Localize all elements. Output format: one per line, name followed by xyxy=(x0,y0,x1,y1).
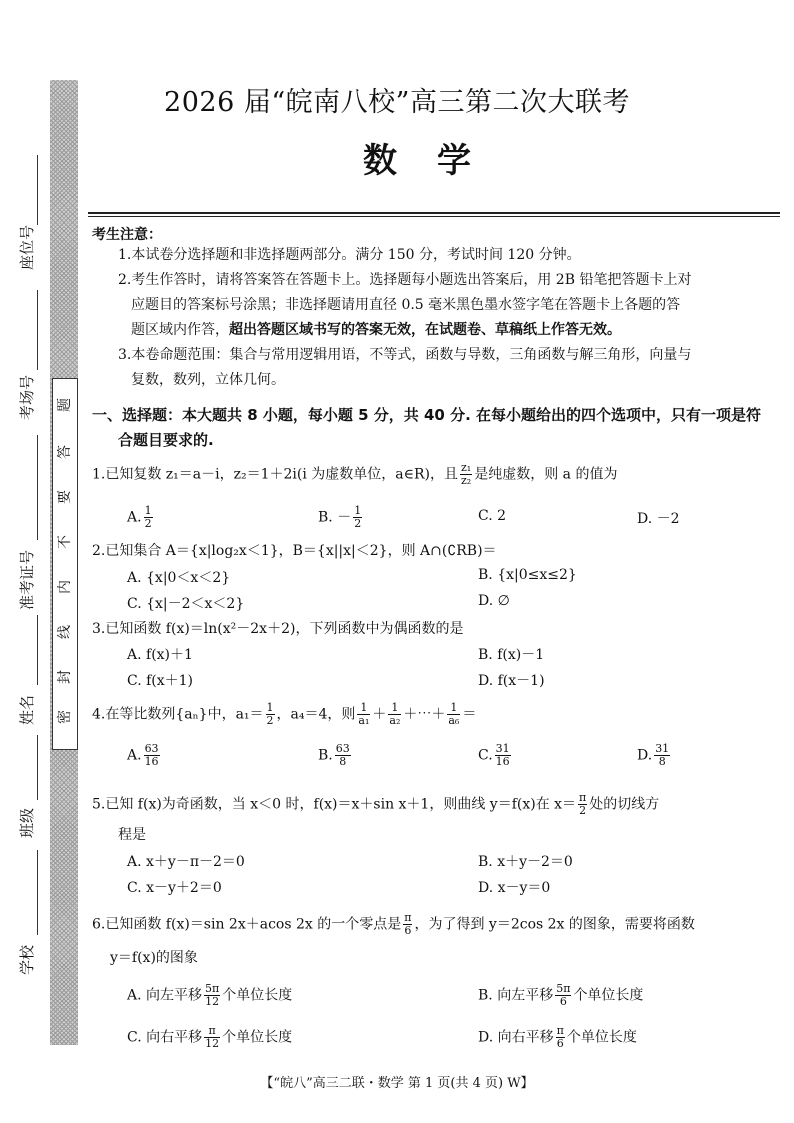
fraction xyxy=(403,912,412,937)
frac-den: 6 xyxy=(556,1037,564,1050)
section-heading-cont: 合题目要求的. xyxy=(118,431,214,449)
q5-option-b: B. x＋y－2＝0 xyxy=(478,854,573,870)
frac-den: a₆ xyxy=(448,714,460,727)
option-text: 个单位长度 xyxy=(573,987,644,1004)
option-label: B. 向左平移 xyxy=(478,987,554,1004)
question-1 xyxy=(92,462,782,487)
q1-option-b xyxy=(318,505,364,530)
frac-num: π xyxy=(404,911,412,924)
frac-den: 6 xyxy=(559,995,567,1008)
q2-option-b: B. {x|0≤x≤2} xyxy=(478,567,577,583)
q4-stem: ＋⋯＋ xyxy=(403,706,446,723)
q6-stem: ，为了得到 y＝2cos 2x 的图象，需要将函数 xyxy=(414,916,695,933)
q5-option-d: D. x－y＝0 xyxy=(478,880,551,896)
seal-line-box xyxy=(52,378,78,750)
frac-den: 12 xyxy=(205,1037,220,1050)
frac-den: 6 xyxy=(404,924,412,937)
frac-num: 31 xyxy=(495,742,510,755)
q2-option-d: D. ∅ xyxy=(478,593,510,609)
frac-den: 2 xyxy=(266,714,274,727)
frac-num: 1 xyxy=(266,701,274,714)
frac-den: 8 xyxy=(339,755,347,768)
option-label: A. xyxy=(127,747,142,764)
fraction xyxy=(353,505,362,530)
divider xyxy=(88,216,780,217)
q6-option-a xyxy=(127,983,292,1008)
frac-num: 5π xyxy=(556,982,571,995)
frac-num: 5π xyxy=(205,982,220,995)
q4-stem: 4.在等比数列{aₙ}中，a₁＝ xyxy=(92,706,264,723)
notice-item: 复数，数列，立体几何。 xyxy=(131,372,285,388)
q4-stem: ＝ xyxy=(462,706,477,723)
frac-den: 12 xyxy=(205,995,220,1008)
frac-num: π xyxy=(204,1025,220,1038)
q1-option-a xyxy=(127,505,155,530)
seal-char: 封 xyxy=(57,670,73,684)
frac-den: 16 xyxy=(495,755,510,768)
frac-den: 16 xyxy=(144,755,159,768)
ticket-label: 准考证号 xyxy=(18,549,36,610)
frac-den: 8 xyxy=(658,755,666,768)
fraction xyxy=(144,743,160,768)
fraction xyxy=(495,743,511,768)
notice-title: 考生注意： xyxy=(92,227,162,243)
q5-option-c: C. x－y＋2＝0 xyxy=(127,880,222,896)
q5-stem: 5.已知 f(x)为奇函数，当 x＜0 时，f(x)＝x＋sin x＋1，则曲线 y＝f(x)在 x＝ xyxy=(92,796,577,813)
frac-num: 63 xyxy=(144,742,159,755)
q1-frac-den: z₂ xyxy=(461,474,472,487)
notice-item xyxy=(131,318,621,343)
question-4: 4.在等比数列{aₙ}中，a₁＝ $\frac{1}{2}$ ，a₄＝4，则 $\frac{1}{\text{a₁}}$ ＋ $\frac{1}{\text{a₂}}$ ＋⋯＋ $\frac{1}{\text{a₆}}$ ＝ xyxy=(92,701,477,727)
option-label: C. 向右平移 xyxy=(127,1029,203,1046)
fraction xyxy=(578,792,587,817)
seal-char: 不 xyxy=(57,535,73,549)
notice-emphasis: 超出答题区域书写的答案无效，在试题卷、草稿纸上作答无效。 xyxy=(229,322,621,338)
q6-option-d xyxy=(478,1025,637,1050)
q6-option-c xyxy=(127,1025,292,1050)
seal-char: 密 xyxy=(57,710,73,724)
frac-num: π xyxy=(579,791,587,804)
question-5 xyxy=(92,792,782,817)
option-label: A. 向左平移 xyxy=(127,987,203,1004)
frac-num: π xyxy=(556,1024,564,1037)
q6-stem: 6.已知函数 f(x)＝sin 2x＋acos 2x 的一个零点是 xyxy=(92,916,402,933)
q2-option-c: C. {x|－2＜x＜2} xyxy=(127,596,245,612)
q4-stem: ，a₄＝4，则 xyxy=(276,706,356,723)
class-label: 班级 xyxy=(18,807,36,838)
seal-char: 内 xyxy=(57,580,73,594)
frac-num: 63 xyxy=(335,742,350,755)
option-label: C. xyxy=(478,747,493,764)
notice-item: 应题目的答案标号涂黑；非选择题请用直径 0.5 毫米黑色墨水签字笔在答题卡上各题的答 xyxy=(131,297,681,313)
frac-num: 1 xyxy=(144,504,152,517)
exam-title: 2026 届“皖南八校”高三第二次大联考 xyxy=(164,87,630,118)
question-3: 3.已知函数 f(x)＝ln(x²－2x＋2)，下列函数中为偶函数的是 xyxy=(92,621,464,637)
class-line xyxy=(37,735,38,800)
notice-text: 题区域内作答， xyxy=(131,322,229,338)
fraction xyxy=(204,1025,220,1050)
school-line xyxy=(37,850,38,935)
q1-frac-num: z₁ xyxy=(461,461,472,474)
q1-stem: 1.已知复数 z₁＝a－i，z₂＝1＋2i(i 为虚数单位，a∈R)，且 xyxy=(92,466,459,483)
seal-char: 要 xyxy=(57,490,73,504)
divider xyxy=(88,212,780,214)
frac-den: 2 xyxy=(354,517,362,530)
option-label: D. 向右平移 xyxy=(478,1029,554,1046)
frac-num: 1 xyxy=(357,702,370,715)
q3-option-b: B. f(x)－1 xyxy=(478,647,545,663)
q2-option-a: A. {x|0＜x＜2} xyxy=(127,570,231,586)
question-6 xyxy=(92,912,782,937)
section-heading: 一、选择题：本大题共 8 小题，每小题 5 分，共 40 分. 在每小题给出的四个选项中，只有一项是符 xyxy=(92,406,762,424)
option-text: 个单位长度 xyxy=(566,1029,637,1046)
q4-option-c xyxy=(478,743,513,768)
frac-num: 31 xyxy=(655,742,670,755)
option-label: B. xyxy=(318,747,333,764)
fraction xyxy=(555,983,571,1008)
frac-den: 2 xyxy=(144,517,152,530)
q4-option-b xyxy=(318,743,353,768)
q1-stem-end: 是纯虚数，则 a 的值为 xyxy=(474,466,618,483)
frac-den: a₂ xyxy=(389,714,401,727)
frac-num: 1 xyxy=(447,702,460,715)
subject-title: 数学 xyxy=(363,141,511,181)
notice-item: 3.本卷命题范围：集合与常用逻辑用语，不等式，函数与导数，三角函数与解三角形，向量与 xyxy=(118,347,692,363)
q4-option-d xyxy=(637,743,672,768)
seal-char: 答 xyxy=(57,445,73,459)
notice-item: 1.本试卷分选择题和非选择题两部分。满分 150 分，考试时间 120 分钟。 xyxy=(118,247,581,263)
q3-option-a: A. f(x)＋1 xyxy=(127,647,193,663)
fraction xyxy=(204,983,220,1008)
frac-den: a₁ xyxy=(358,714,370,727)
question-5-cont: 程是 xyxy=(118,827,146,843)
option-label: D. xyxy=(637,747,653,764)
frac-den: 2 xyxy=(579,804,587,817)
seal-char: 线 xyxy=(57,625,73,639)
frac-num: 1 xyxy=(388,702,401,715)
option-label: B. － xyxy=(318,509,352,526)
q4-option-a xyxy=(127,743,162,768)
question-2: 2.已知集合 A＝{x|log₂x＜1}，B＝{x||x|＜2}，则 A∩(∁RB)＝ xyxy=(92,543,497,559)
fraction xyxy=(556,1025,565,1050)
notice-item: 2.考生作答时，请将答案答在答题卡上。选择题每小题选出答案后，用 2B 铅笔把答题卡上对 xyxy=(118,272,692,288)
option-text: 个单位长度 xyxy=(222,987,293,1004)
ticket-line xyxy=(37,435,38,540)
name-line xyxy=(37,615,38,685)
q5-option-a: A. x＋y－π－2＝0 xyxy=(127,854,245,870)
exam-room-line xyxy=(37,290,38,370)
option-label: A. xyxy=(127,509,142,526)
q6-option-b xyxy=(478,983,643,1008)
q1-option-c: C. 2 xyxy=(478,508,507,524)
fraction xyxy=(388,702,401,727)
name-label: 姓名 xyxy=(18,694,36,725)
fraction xyxy=(447,702,460,727)
school-label: 学校 xyxy=(18,944,36,975)
seal-char: 题 xyxy=(57,398,73,412)
fraction xyxy=(654,743,670,768)
fraction xyxy=(266,702,275,727)
q3-option-c: C. f(x＋1) xyxy=(127,673,194,689)
q5-stem: 处的切线方 xyxy=(589,796,660,813)
frac-num: 1 xyxy=(354,504,362,517)
q1-option-d: D. －2 xyxy=(637,511,680,527)
q3-option-d: D. f(x－1) xyxy=(478,673,545,689)
q1-fraction xyxy=(460,462,472,487)
fraction xyxy=(357,702,370,727)
fraction xyxy=(144,505,153,530)
fraction xyxy=(335,743,351,768)
option-text: 个单位长度 xyxy=(222,1029,293,1046)
exam-room-label: 考场号 xyxy=(18,374,36,420)
seat-label: 座位号 xyxy=(18,224,36,270)
page-footer: 【“皖八”高三二联・数学 第 1 页(共 4 页) W】 xyxy=(260,1076,534,1091)
question-6-cont: y＝f(x)的图象 xyxy=(110,950,198,966)
